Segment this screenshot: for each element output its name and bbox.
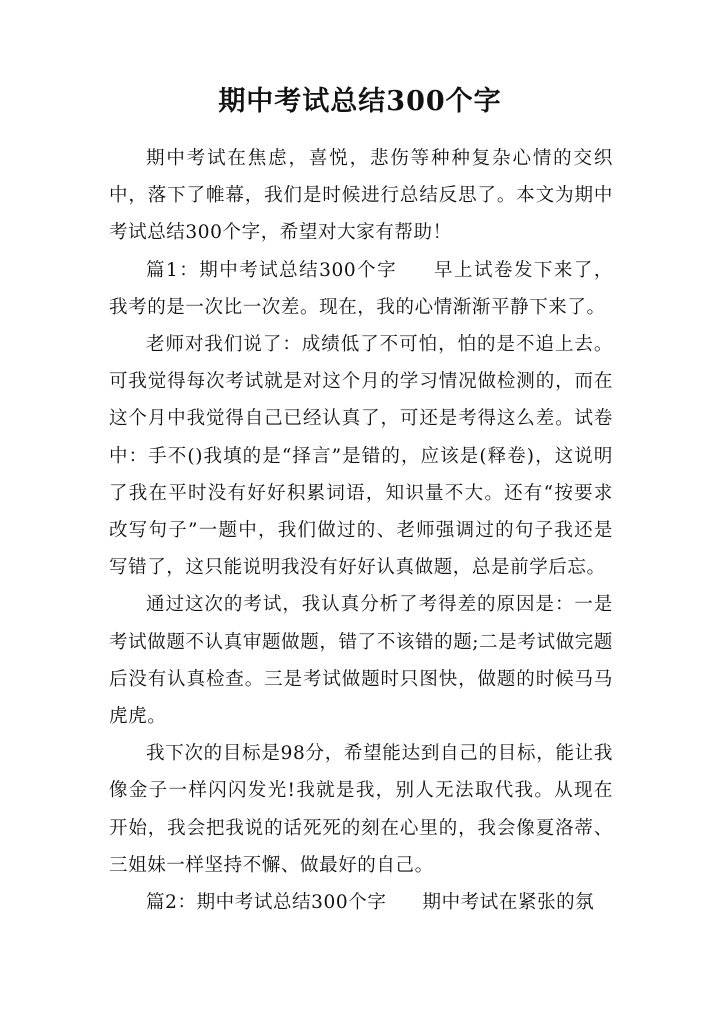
document-body (109, 140, 613, 921)
section-1-lead: 早上试卷发下来了， (433, 259, 614, 281)
body-paragraph-analysis: 通过这次的考试，我认真分析了考得差的原因是：一是考试做题不认真审题做题，错了不该错的题;二是考试做完题后没有认真检查。三是考试做题时只图快，做题的时候马马虎虎。 (109, 594, 613, 728)
section-1-paragraph (109, 252, 613, 326)
section-2-paragraph (109, 884, 613, 921)
section-2-heading: 篇2：期中考试总结300个字 (146, 892, 387, 914)
section-2-text: 期中考试在紧张的氛 (422, 892, 595, 914)
document-title: 期中考试总结300个字 (218, 86, 502, 117)
section-1-heading: 篇1：期中考试总结300个字 (146, 259, 398, 281)
body-paragraph-goal: 我下次的目标是98分，希望能达到自己的目标，能让我像金子一样闪闪发光!我就是我，别人无法取代我。从现在开始，我会把我说的话死死的刻在心里的，我会像夏洛蒂、三姐妹一样坚持不懈、做最好的自己。 (109, 743, 613, 876)
intro-paragraph: 期中考试在焦虑，喜悦，悲伤等种种复杂心情的交织中，落下了帷幕，我们是时候进行总结反思了。本文为期中考试总结300个字，希望对大家有帮助！ (109, 148, 613, 244)
body-paragraph-teacher: 老师对我们说了：成绩低了不可怕，怕的是不追上去。可我觉得每次考试就是对这个月的学习情况做检测的，而在这个月中我觉得自己已经认真了，可还是考得这么差。试卷中：手不()我填的是“择言”是错的，应该是(释卷)，这说明了我在平时没有好好积累词语，知识量不大。还有“按要求改写句子”一题中，我们做过的、老师强调过的句子我还是写错了，这只能说明我没有好好认真做题，总是前学后忘。 (109, 334, 613, 579)
section-1-text: 我考的是一次比一次差。现在，我的心情渐渐平静下来了。 (109, 296, 606, 318)
